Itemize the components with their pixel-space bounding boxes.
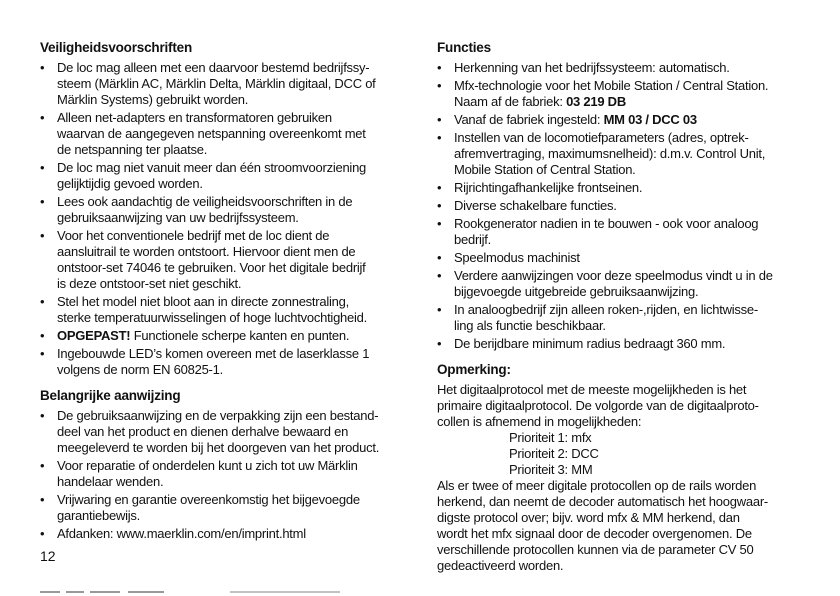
priority-1: Prioriteit 1: mfx — [509, 430, 592, 445]
list-item: • Verdere aanwijzingen voor deze speelmodus vindt u in de bijgevoegde uitgebreide gebruiksaanwijzing. — [437, 268, 803, 300]
left-column — [40, 40, 402, 544]
functions-list — [437, 60, 803, 352]
function-text: Vanaf de fabriek ingesteld: — [454, 112, 604, 127]
important-list — [40, 408, 402, 542]
warning-item — [40, 328, 402, 344]
list-item: • Lees ook aandachtig de veiligheidsvoorschriften in de gebruiksaanwijzing van uw bedrijfssysteem. — [40, 194, 402, 226]
list-item: • Rijrichtingafhankelijke frontseinen. — [437, 180, 803, 196]
list-item: • Afdanken: www.maerklin.com/en/imprint.html — [40, 526, 402, 542]
factory-setting: MM 03 / DCC 03 — [603, 112, 697, 127]
safety-heading: Veiligheidsvoorschriften — [40, 40, 192, 55]
right-column — [437, 40, 803, 574]
list-item: • De berijdbare minimum radius bedraagt 360 mm. — [437, 336, 803, 352]
remark-intro: Het digitaalprotocol met de meeste mogelijkheden is het primaire digitaalprotocol. De volgorde van de digitaalproto- collen is afnemend in mogelijkheden: — [437, 382, 759, 429]
priority-3: Prioriteit 3: MM — [509, 462, 593, 477]
list-item: • Instellen van de locomotiefparameters (adres, optrek- afremvertraging, maximumsnelheid): d.m.v. Control Unit, Mobile Station of Central Station. — [437, 130, 803, 178]
list-item: • Rookgenerator nadien in te bouwen - ook voor analoog bedrijf. — [437, 216, 803, 248]
list-item — [437, 112, 803, 128]
important-heading: Belangrijke aanwijzing — [40, 388, 181, 403]
list-item: • Diverse schakelbare functies. — [437, 198, 803, 214]
list-item: • De loc mag alleen met een daarvoor bestemd bedrijfssy- steem (Märklin AC, Märklin Delta, Märklin digitaal, DCC of Märklin Systems) gebruikt worden. — [40, 60, 402, 108]
list-item: • Alleen net-adapters en transformatoren gebruiken waarvan de aangegeven netspanning overeenkomt met de netspanning ter plaatse. — [40, 110, 402, 158]
list-item: • Ingebouwde LED’s komen overeen met de laserklasse 1 volgens de norm EN 60825-1. — [40, 346, 402, 378]
function-text: Mfx-technologie voor het Mobile Station / Central Station. Naam af de fabriek: — [454, 78, 769, 109]
list-item — [437, 78, 803, 110]
list-item: • Voor het conventionele bedrijf met de loc dient de aansluitrail te worden ontstoort. Hiervoor dient men de ontstoor-set 74046 te gebruiken. Voor het digitale bedrijf is deze ontstoor-set niet geschikt. — [40, 228, 402, 292]
remark-outro: Als er twee of meer digitale protocollen op de rails worden herkend, dan neemt de decoder automatisch het hoogwaar- digste protocol over; bijv. word mfx & MM herkend, dan wordt het mfx signaal door de decoder overgenomen. De verschillende protocollen kunnen via de parameter CV 50 gedeactiveerd worden. — [437, 478, 768, 573]
list-item: • In analoogbedrijf zijn alleen roken-,rijden, en lichtwisse- ling als functie beschikbaar. — [437, 302, 803, 334]
footer-print-marks — [0, 588, 840, 596]
page-number: 12 — [40, 548, 56, 564]
list-item: • Herkenning van het bedrijfssysteem: automatisch. — [437, 60, 803, 76]
functions-heading: Functies — [437, 40, 491, 55]
warning-label: OPGEPAST! — [57, 328, 131, 343]
list-item: • Vrijwaring en garantie overeenkomstig het bijgevoegde garantiebewijs. — [40, 492, 402, 524]
list-item: • De gebruiksaanwijzing en de verpakking zijn een bestand- deel van het product en dienen derhalve bewaard en meegeleverd te worden bij het doorgeven van het product. — [40, 408, 402, 456]
remark-heading: Opmerking: — [437, 362, 511, 377]
list-item: • De loc mag niet vanuit meer dan één stroomvoorziening gelijktijdig gevoed worden. — [40, 160, 402, 192]
factory-name: 03 219 DB — [566, 94, 626, 109]
priority-2: Prioriteit 2: DCC — [509, 446, 599, 461]
list-item: • Voor reparatie of onderdelen kunt u zich tot uw Märklin handelaar wenden. — [40, 458, 402, 490]
warning-text: Functionele scherpe kanten en punten. — [130, 328, 350, 343]
list-item: • Speelmodus machinist — [437, 250, 803, 266]
list-item: • Stel het model niet bloot aan in directe zonnestraling, sterke temperatuurwisselingen of hoge luchtvochtigheid. — [40, 294, 402, 326]
safety-list — [40, 60, 402, 378]
